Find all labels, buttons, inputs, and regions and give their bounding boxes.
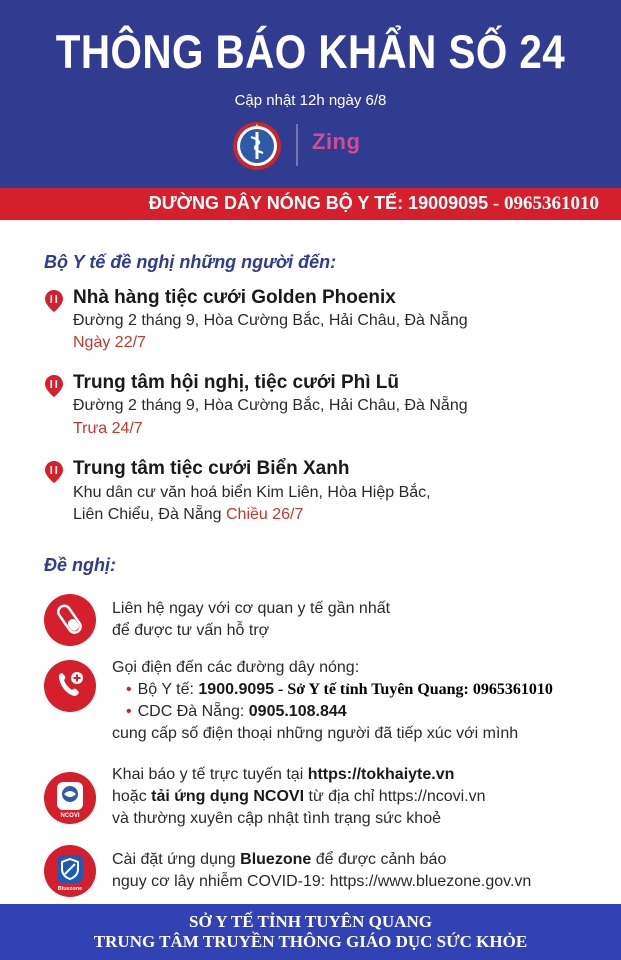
place-name: Nhà hàng tiệc cưới Golden Phoenix (73, 287, 396, 308)
tokhaiyte-link[interactable]: https://tokhaiyte.vn (307, 766, 455, 783)
recommendation-2 (112, 657, 553, 745)
recommendation-3 (112, 764, 486, 830)
footer-line2: TRUNG TÂM TRUYỀN THÔNG GIÁO DỤC SỨC KHỎE (93, 932, 528, 951)
place-name: Trung tâm hội nghị, tiệc cưới Phì Lũ (73, 372, 399, 393)
place-address-2: Liên Chiểu, Đà Nẵng (73, 506, 222, 523)
recommend-heading: Đề nghị: (44, 555, 116, 575)
rec2-bullet2: • CDC Đà Nẵng: 0905.108.844 (126, 703, 347, 720)
place-address: Đường 2 tháng 9, Hòa Cường Bắc, Hải Châu, Đà Nẵng (73, 397, 468, 414)
rec2-line1: Gọi điện đến các đường dây nóng: (112, 659, 360, 676)
bluezone-icon-label: Bluezone (57, 886, 83, 892)
recommendation-4 (112, 849, 531, 893)
rec4-line2: nguy cơ lây nhiễm COVID-19: https://www.bluezone.gov.vn (112, 873, 532, 890)
hotline-text (149, 193, 599, 215)
rec2-line4: cung cấp số điện thoại những người đã tiếp xúc với mình (112, 725, 519, 742)
ministry-of-health-logo-icon (232, 121, 282, 171)
ncovi-app-text: tải ứng dụng NCOVI (151, 788, 305, 805)
hotline-extra-number: - 0965361010 (488, 193, 599, 214)
rec3-pre2: hoặc (112, 788, 152, 805)
rec4-post1: để được cảnh báo (311, 851, 447, 868)
places-heading: Bộ Y tế đề nghị những người đến: (44, 252, 337, 272)
rec3-line1 (112, 764, 486, 786)
place-name: Trung tâm tiệc cưới Biển Xanh (73, 458, 350, 479)
rec2-b2-label: CDC Đà Nẵng: (137, 703, 249, 720)
phone-plus-icon (44, 660, 96, 712)
update-timestamp: Cập nhật 12h ngày 6/8 (234, 92, 387, 109)
rec2-b1-number: 1900.9095 (198, 681, 275, 698)
rec4-pre1: Cài đặt ứng dụng (112, 851, 241, 868)
rec2-bullet1: • Bộ Y tế: 1900.9095 - Sở Y tế tỉnh Tuyên Quang: 0965361010 (126, 681, 553, 698)
place-address: Khu dân cư văn hoá biển Kim Liên, Hòa Hiệp Bắc, (73, 484, 431, 501)
rec3-line3: và thường xuyên cập nhật tình trạng sức khoẻ (112, 810, 441, 827)
rec2-b1-label: Bộ Y tế: (137, 681, 199, 698)
place-time: Trưa 24/7 (73, 420, 143, 437)
bluezone-app-text: Bluezone (240, 851, 312, 868)
page-title: THÔNG BÁO KHẨN SỐ 24 (55, 25, 566, 78)
place-time: Ngày 22/7 (73, 334, 146, 351)
ncovi-icon-label: NCOVI (60, 813, 80, 819)
location-pin-icon (45, 290, 63, 312)
place-address: Đường 2 tháng 9, Hòa Cường Bắc, Hải Châu, Đà Nẵng (73, 312, 468, 329)
test-tube-icon (44, 594, 96, 646)
place-address-line2 (73, 506, 303, 524)
rec1-line2: để được tư vấn hỗ trợ (112, 622, 270, 639)
footer-line1: SỞ Y TẾ TỈNH TUYÊN QUANG (189, 912, 432, 931)
footer-banner (0, 904, 621, 960)
rec2-b2-number: 0905.108.844 (248, 703, 347, 720)
location-pin-icon (45, 461, 63, 483)
rec3-post2: từ địa chỉ https://ncovi.vn (304, 788, 486, 805)
ncovi-app-icon (44, 772, 96, 824)
zing-logo: Zing (312, 129, 361, 154)
recommendation-1 (112, 598, 390, 642)
location-pin-icon (45, 375, 63, 397)
place-time: Chiều 26/7 (226, 506, 304, 523)
rec3-line2 (112, 786, 486, 808)
hotline-label: ĐƯỜNG DÂY NÓNG BỘ Y TẾ: 19009095 (148, 193, 489, 213)
rec2-b1-extra: - Sở Y tế tỉnh Tuyên Quang: 0965361010 (274, 681, 553, 698)
rec3-pre1: Khai báo y tế trực tuyến tại (112, 766, 308, 783)
bluezone-app-icon (44, 845, 96, 897)
rec1-line1: Liên hệ ngay với cơ quan y tế gần nhất (112, 600, 391, 617)
rec4-line1 (112, 849, 531, 871)
logo-divider (296, 124, 298, 166)
hotline-bar (0, 188, 621, 220)
header-banner (0, 0, 621, 188)
